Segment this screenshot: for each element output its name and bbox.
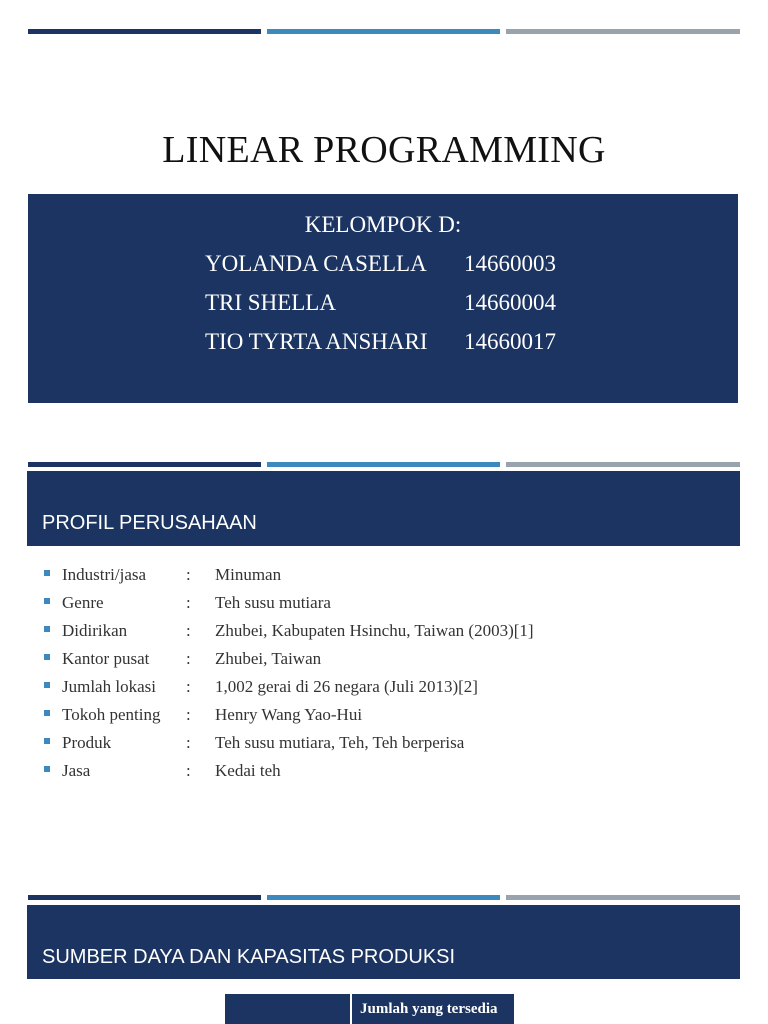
accent-bar-navy [28,462,261,467]
slide2-accent-bars [28,462,740,467]
item-label: Jumlah lokasi [62,677,156,696]
profile-list [42,562,732,786]
accent-bar-navy [28,29,261,34]
list-item [42,702,732,730]
item-label: Jasa [62,761,91,780]
table-header-cell [352,994,514,1024]
item-value: Henry Wang Yao-Hui [215,705,363,724]
accent-bar-blue [267,462,500,467]
item-value: Teh susu mutiara, Teh, Teh berperisa [215,733,465,752]
accent-bar-navy [28,895,261,900]
item-label: Produk [62,733,112,752]
item-separator: : [186,705,191,724]
slide1-accent-bars [28,29,740,34]
profile-section-header [27,471,740,546]
item-label: Kantor pusat [62,649,150,668]
list-item [42,758,732,786]
resources-section-header [27,905,740,979]
slide3-accent-bars [28,895,740,900]
group-label: KELOMPOK D: [304,212,462,237]
item-separator: : [186,761,191,780]
section-title: PROFIL PERUSAHAAN [42,512,257,534]
table-header-cell-empty [225,994,350,1024]
square-bullet-icon [44,710,50,716]
square-bullet-icon [44,682,50,688]
item-value: Kedai teh [215,761,281,780]
item-value: Zhubei, Taiwan [215,649,322,668]
item-label: Didirikan [62,621,128,640]
item-separator: : [186,593,191,612]
member-name: TIO TYRTA ANSHARI [205,329,428,354]
square-bullet-icon [44,654,50,660]
item-value: Minuman [215,565,282,584]
item-label: Tokoh penting [62,705,161,724]
square-bullet-icon [44,766,50,772]
list-item [42,590,732,618]
list-item [42,646,732,674]
list-item [42,674,732,702]
accent-bar-gray [506,895,740,900]
list-item [42,618,732,646]
accent-bar-blue [267,895,500,900]
member-nim: 14660004 [464,290,556,315]
section-title: SUMBER DAYA DAN KAPASITAS PRODUKSI [42,946,456,968]
item-separator: : [186,565,191,584]
accent-bar-blue [267,29,500,34]
item-value: Zhubei, Kabupaten Hsinchu, Taiwan (2003)[1] [215,621,534,640]
item-separator: : [186,733,191,752]
item-label: Industri/jasa [62,565,147,584]
square-bullet-icon [44,598,50,604]
accent-bar-gray [506,462,740,467]
member-nim: 14660003 [464,251,556,276]
square-bullet-icon [44,626,50,632]
list-item [42,730,732,758]
item-label: Genre [62,593,104,612]
item-separator: : [186,677,191,696]
table-header-label: Jumlah yang tersedia [360,1001,498,1017]
item-separator: : [186,621,191,640]
item-value: Teh susu mutiara [215,593,331,612]
slide-title: LINEAR PROGRAMMING [162,129,606,171]
list-item [42,562,732,590]
item-separator: : [186,649,191,668]
group-info-box [28,194,738,403]
square-bullet-icon [44,570,50,576]
square-bullet-icon [44,738,50,744]
item-value: 1,002 gerai di 26 negara (Juli 2013)[2] [215,677,478,696]
member-nim: 14660017 [464,329,556,354]
member-name: YOLANDA CASELLA [205,251,427,276]
member-name: TRI SHELLA [205,290,336,315]
accent-bar-gray [506,29,740,34]
